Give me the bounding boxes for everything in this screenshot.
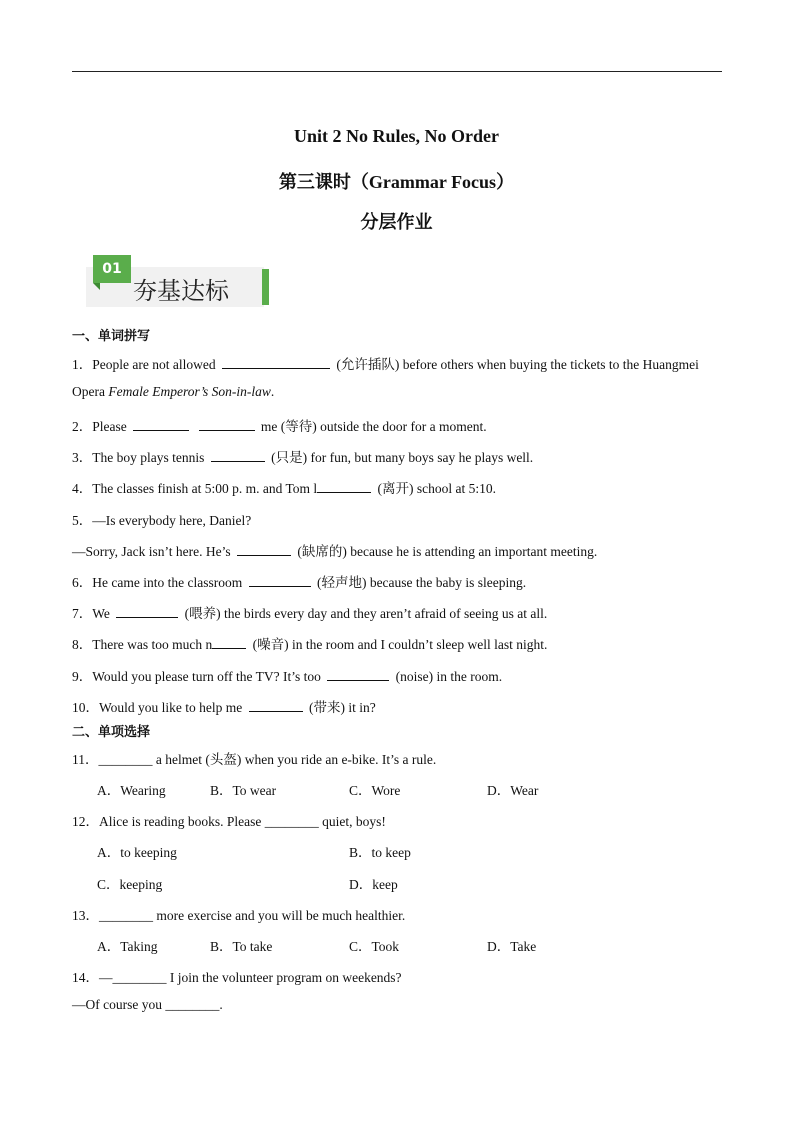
q8-text: (噪音) in the room and I couldn’t sleep well last night.	[252, 637, 548, 652]
answer-blank[interactable]	[317, 479, 371, 493]
answer-blank[interactable]	[249, 698, 303, 712]
question-4	[72, 477, 496, 497]
option-d[interactable]: D．Wear	[487, 783, 539, 798]
option-a[interactable]: A．Taking	[97, 939, 158, 954]
question-2	[72, 415, 487, 435]
q1-text: .	[270, 384, 275, 399]
page-title: Unit 2 No Rules, No Order	[294, 126, 499, 146]
q10-text: (带来) it in?	[309, 700, 376, 715]
question-9	[72, 665, 502, 685]
answer-blank[interactable]	[212, 635, 246, 649]
option-b[interactable]: B．To wear	[210, 783, 277, 798]
q6-text: 6．He came into the classroom	[72, 575, 243, 590]
option-c[interactable]: C．keeping	[97, 877, 163, 892]
q1-text: 1．People are not allowed	[72, 357, 216, 372]
answer-blank[interactable]	[133, 417, 189, 431]
section-heading-spelling: 一、单词拼写	[72, 329, 151, 344]
question-14-reply: —Of course you ________.	[72, 997, 223, 1012]
banner-label: 夯基达标	[133, 277, 229, 305]
banner-tab-fold	[93, 283, 100, 290]
answer-blank[interactable]	[222, 355, 330, 369]
q10-text: 10．Would you like to help me	[72, 700, 243, 715]
question-5	[72, 509, 251, 529]
question-7	[72, 602, 547, 622]
question-5-reply	[72, 540, 597, 560]
q3-text: (只是) for fun, but many boys say he plays well.	[271, 450, 534, 465]
question-12: 12．Alice is reading books. Please ________ quiet, boys!	[72, 814, 386, 829]
q5-text: —Sorry, Jack isn’t here. He’s	[72, 544, 231, 559]
q4-text: 4．The classes finish at 5:00 p. m. and Tom l	[72, 481, 318, 496]
section-banner	[86, 255, 272, 307]
question-13: 13．________ more exercise and you will be much healthier.	[72, 908, 406, 923]
q7-text: (喂养) the birds every day and they aren’t afraid of seeing us at all.	[184, 606, 548, 621]
q9-text: 9．Would you please turn off the TV? It’s too	[72, 669, 321, 684]
header-rule	[72, 71, 722, 72]
banner-accent-bar	[262, 269, 269, 305]
q2-text: 2．Please	[72, 419, 127, 434]
answer-blank[interactable]	[211, 448, 265, 462]
q6-text: (轻声地) because the baby is sleeping.	[316, 575, 527, 590]
q8-text: 8．There was too much n	[72, 637, 213, 652]
question-14: 14．—________ I join the volunteer program on weekends?	[72, 970, 402, 985]
q2-text: me (等待) outside the door for a moment.	[260, 419, 487, 434]
option-d[interactable]: D．Take	[487, 939, 537, 954]
answer-blank[interactable]	[237, 542, 291, 556]
lesson-subtitle: 第三课时（Grammar Focus）	[278, 172, 515, 192]
answer-blank[interactable]	[116, 604, 178, 618]
question-6	[72, 571, 526, 591]
option-a[interactable]: A．Wearing	[97, 783, 166, 798]
question-11: 11．________ a helmet (头盔) when you ride an e-bike. It’s a rule.	[72, 752, 437, 767]
option-d[interactable]: D．keep	[349, 877, 398, 892]
banner-number: 01	[93, 255, 131, 283]
answer-blank[interactable]	[249, 573, 311, 587]
answer-blank[interactable]	[199, 417, 255, 431]
q4-text: (离开) school at 5:10.	[377, 481, 497, 496]
homework-subtitle: 分层作业	[360, 212, 433, 233]
option-a[interactable]: A．to keeping	[97, 845, 177, 860]
question-3	[72, 446, 533, 466]
question-8	[72, 633, 547, 653]
q9-text: (noise) in the room.	[395, 669, 503, 684]
option-b[interactable]: B．to keep	[349, 845, 411, 860]
section-heading-choice: 二、单项选择	[72, 725, 151, 740]
question-1-cont	[72, 384, 274, 400]
option-c[interactable]: C．Took	[349, 939, 400, 954]
option-b[interactable]: B．To take	[210, 939, 273, 954]
q5-text: (缺席的) because he is attending an important meeting.	[297, 544, 598, 559]
q1-text: Opera	[72, 384, 109, 399]
q5-text: 5．—Is everybody here, Daniel?	[72, 513, 252, 528]
q7-text: 7．We	[72, 606, 110, 621]
option-c[interactable]: C．Wore	[349, 783, 401, 798]
q1-text: (允许插队) before others when buying the tickets to the Huangmei	[336, 357, 699, 372]
q1-opera-title: Female Emperor’s Son-in-law	[108, 384, 271, 399]
answer-blank[interactable]	[327, 667, 389, 681]
question-10	[72, 696, 376, 716]
question-1	[72, 353, 699, 373]
q3-text: 3．The boy plays tennis	[72, 450, 205, 465]
